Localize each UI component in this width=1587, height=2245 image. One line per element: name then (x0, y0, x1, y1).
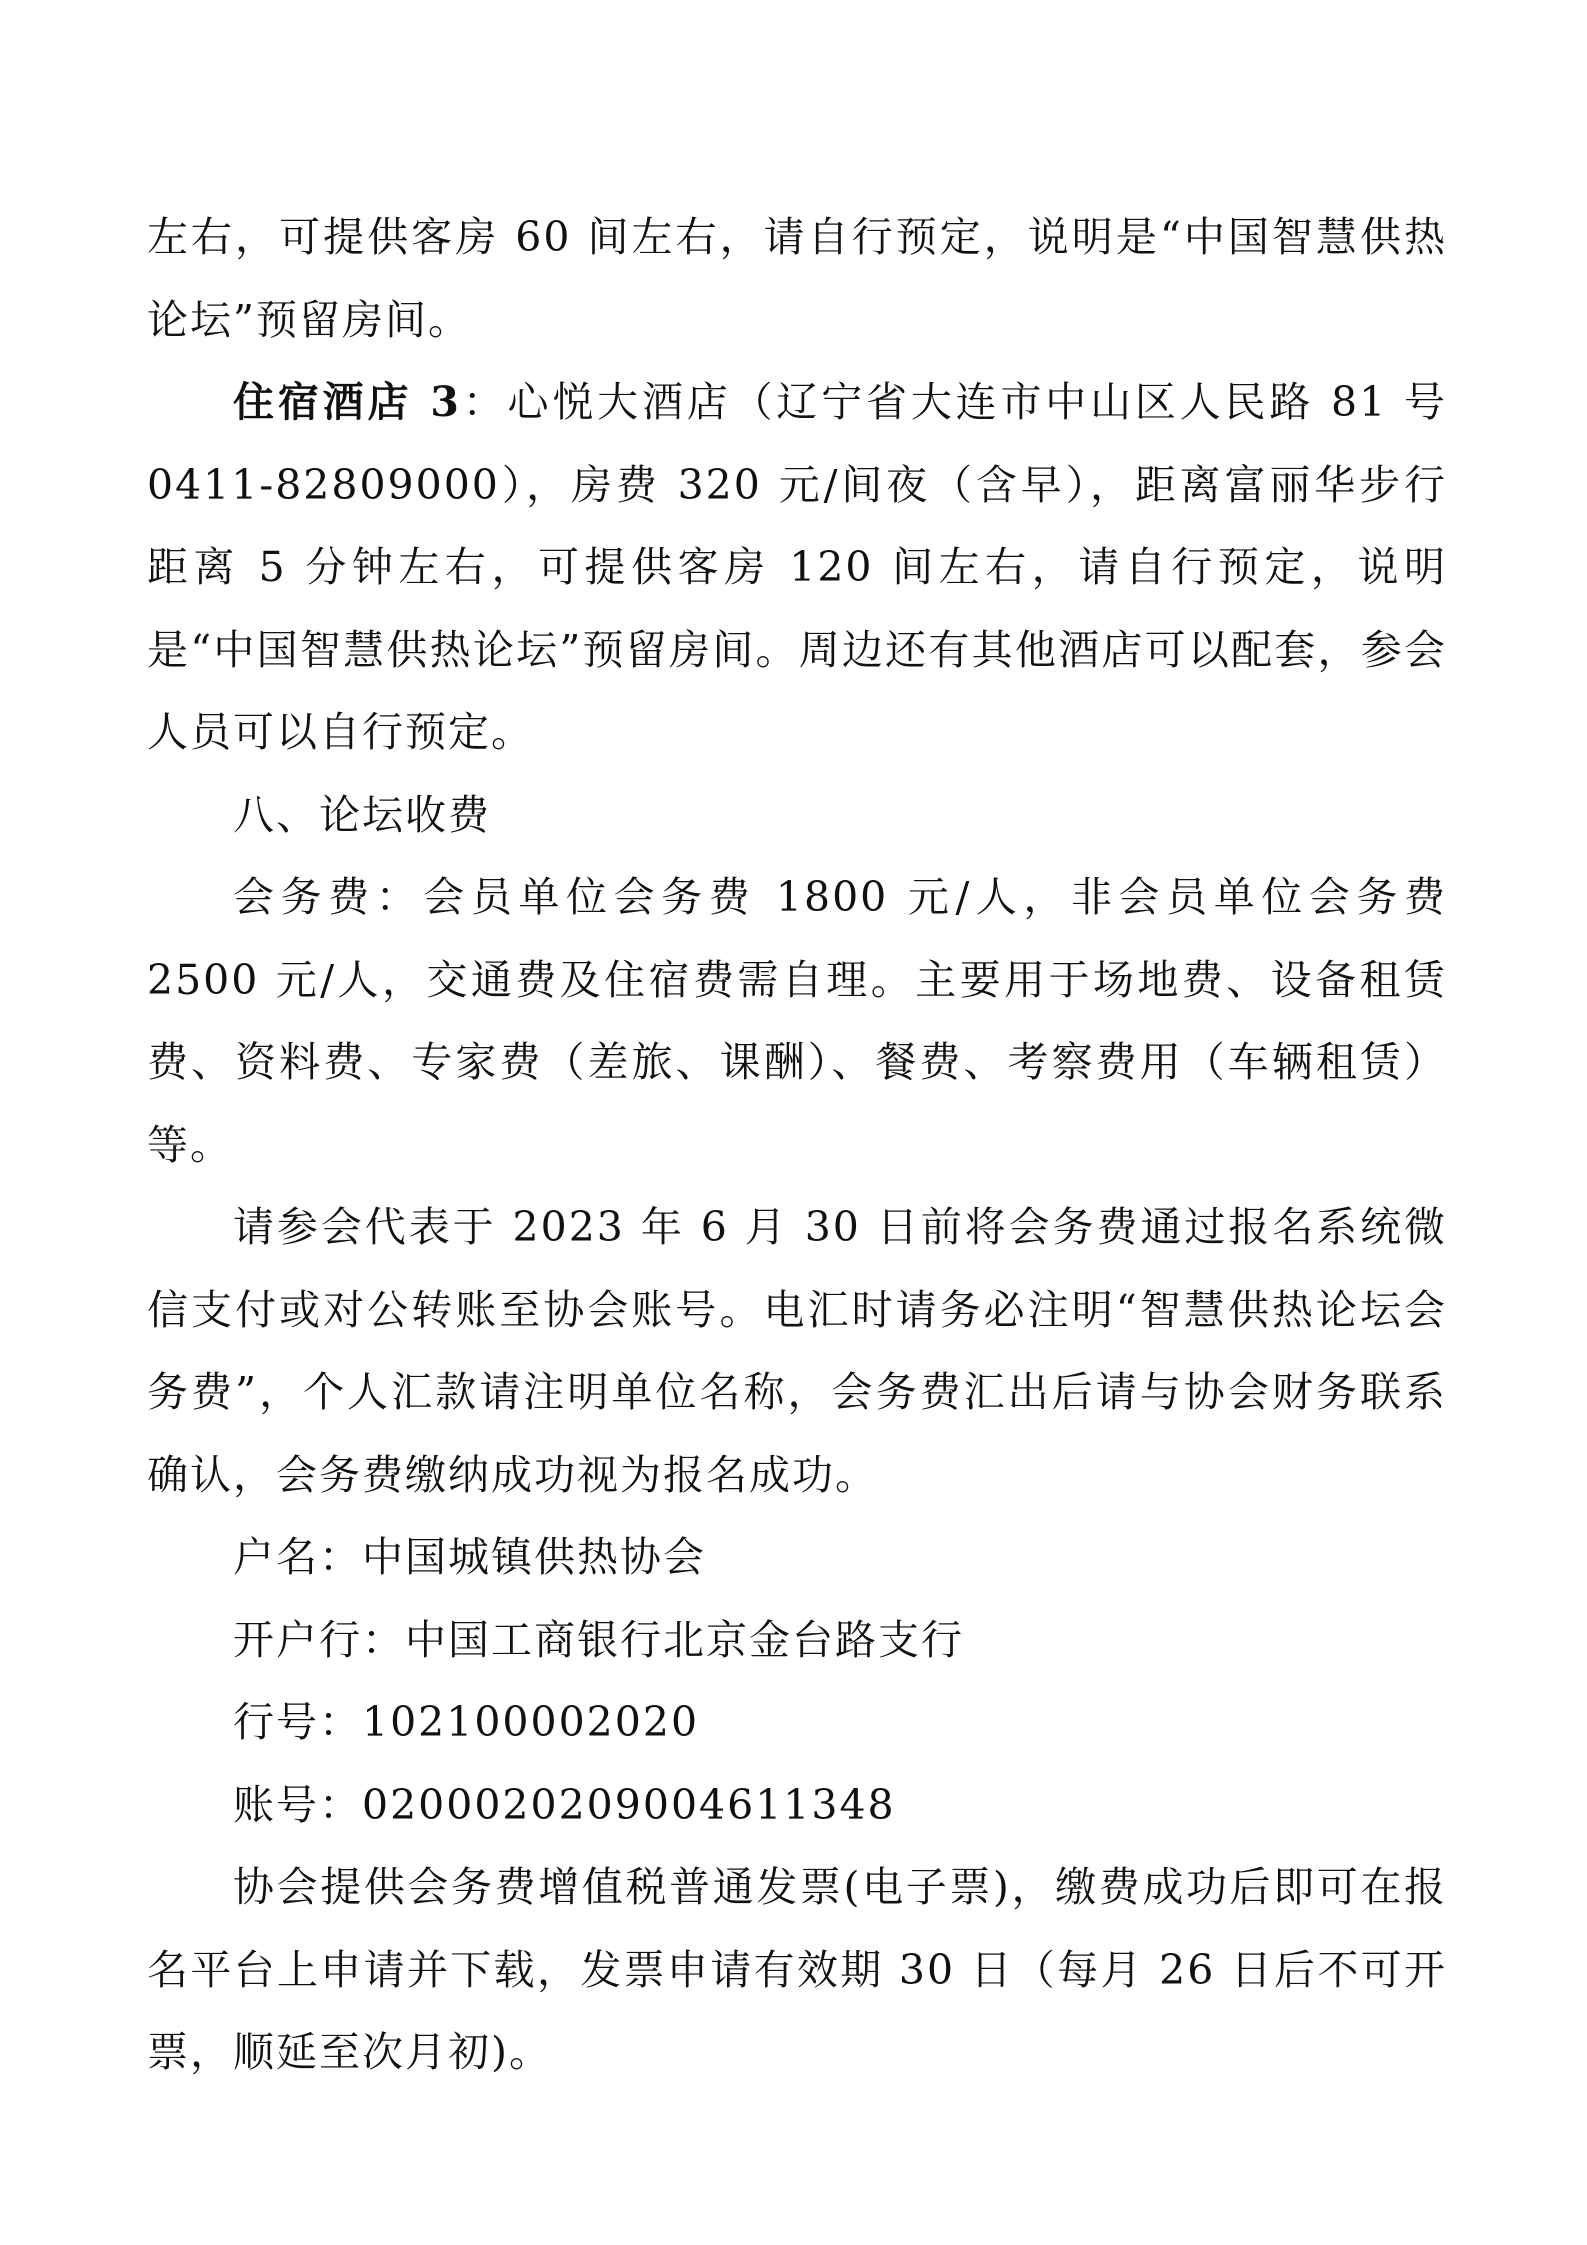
bank-code: 行号：102100002020 (233, 1698, 700, 1746)
account-name: 户名：中国城镇供热协会 (233, 1533, 706, 1581)
account-number: 账号：0200020209004611348 (233, 1780, 896, 1829)
hotel-continuation-paragraph: 左右，可提供客房 60 间左右，请自行预定，说明是“中国智慧供热论坛”预留房间。 (147, 213, 1447, 344)
bank-name: 开户行：中国工商银行北京金台路支行 (233, 1615, 964, 1664)
hotel3-label: 住宿酒店 3 (233, 378, 461, 426)
document-body (147, 196, 1447, 2094)
section8-heading: 八、论坛收费 (233, 790, 491, 839)
hotel3-text: ：心悦大酒店（辽宁省大连市中山区人民路 81 号 0411-82809000），房费 320 元/间夜（含早），距离富丽华步行距离 5 分钟左右，可提供客房 120 间左右，请自行预定，说明是“中国智慧供热论坛”预留房间。周边还有其他酒店可以配套，参会人员可以自行预定。 (147, 378, 1447, 756)
invoice-paragraph: 协会提供会务费增值税普通发票(电子票)，缴费成功后即可在报名平台上申请并下载，发票申请有效期 30 日（每月 26 日后不可开票，顺延至次月初)。 (147, 1863, 1447, 2076)
fee-paragraph: 会务费：会员单位会务费 1800 元/人，非会员单位会务费 2500 元/人，交通费及住宿费需自理。主要用于场地费、设备租赁费、资料费、专家费（差旅、课酬）、餐费、考察费用（车辆租赁）等。 (147, 873, 1447, 1169)
payment-paragraph: 请参会代表于 2023 年 6 月 30 日前将会务费通过报名系统微信支付或对公转账至协会账号。电汇时请务必注明“智慧供热论坛会务费”，个人汇款请注明单位名称，会务费汇出后请与协会财务联系确认，会务费缴纳成功视为报名成功。 (147, 1203, 1447, 1499)
hotel3-paragraph (147, 361, 1447, 774)
